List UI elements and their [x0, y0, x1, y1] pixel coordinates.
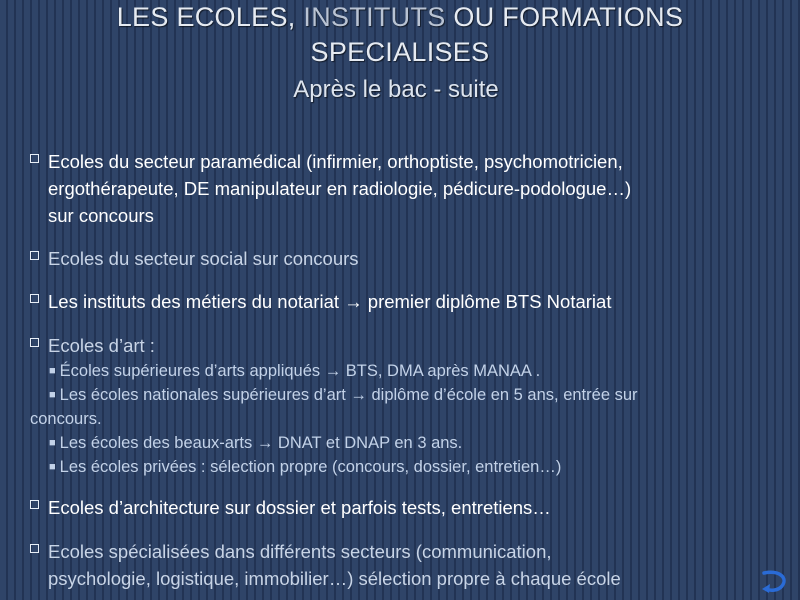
art-sublist — [30, 359, 775, 479]
bullet-box-icon — [30, 338, 39, 347]
bullet-line: Ecoles du secteur paramédical (infirmier, orthoptiste, psychomotricien, — [48, 151, 623, 172]
bullet-line: ergothérapeute, DE manipulateur en radiologie, pédicure-podologue…) — [48, 178, 632, 199]
bullet-box-icon — [30, 544, 39, 553]
sub-item: ■ Les écoles des beaux-arts → DNAT et DNAP en 3 ans. — [49, 434, 463, 452]
bullet-text — [48, 538, 775, 592]
bullet-box-icon — [30, 251, 39, 260]
bullet-text — [48, 148, 775, 229]
bullet-art — [30, 332, 775, 479]
square-bullet-icon: ■ — [49, 437, 56, 449]
bullet-box-icon — [30, 294, 39, 303]
title-line-1 — [0, 1, 800, 33]
bullet-line: Ecoles spécialisées dans différents secteurs (communication, — [48, 541, 552, 562]
bullet-text: Ecoles d’art : — [48, 335, 155, 356]
bullet-specialisees — [30, 538, 775, 592]
title-part-1: LES ECOLES, — [116, 2, 304, 32]
bullet-text: Les instituts des métiers du notariat → premier diplôme BTS Notariat — [48, 291, 612, 312]
title-part-2: OU FORMATIONS — [445, 2, 684, 32]
return-arrow-icon[interactable] — [758, 566, 792, 596]
square-bullet-icon: ■ — [49, 389, 56, 401]
bullet-box-icon — [30, 154, 39, 163]
bullet-text: Ecoles du secteur social sur concours — [48, 248, 359, 269]
square-bullet-icon: ■ — [49, 461, 56, 473]
sub-item: ■ Les écoles privées : sélection propre (concours, dossier, entretien…) — [49, 458, 562, 476]
sub-item-continuation: concours. — [30, 410, 102, 428]
sub-item: ■ Écoles supérieures d’arts appliqués → BTS, DMA après MANAA . — [49, 362, 541, 380]
bullet-social — [30, 245, 775, 272]
title-highlight: INSTITUTS — [303, 2, 446, 32]
bullet-box-icon — [30, 500, 39, 509]
bullet-paramedical — [30, 148, 775, 229]
slide-subtitle: Après le bac - suite — [293, 76, 499, 103]
bullet-architecture — [30, 494, 775, 521]
bullet-notariat — [30, 288, 775, 315]
bullet-line: sur concours — [48, 205, 154, 226]
bullet-text: Ecoles d’architecture sur dossier et parfois tests, entretiens… — [48, 497, 551, 518]
square-bullet-icon: ■ — [49, 365, 56, 377]
bullet-line: psychologie, logistique, immobilier…) sélection propre à chaque école — [48, 568, 621, 589]
title-line-2: SPECIALISES — [310, 37, 490, 67]
sub-item: ■ Les écoles nationales supérieures d’art → diplôme d’école en 5 ans, entrée sur — [49, 386, 638, 404]
